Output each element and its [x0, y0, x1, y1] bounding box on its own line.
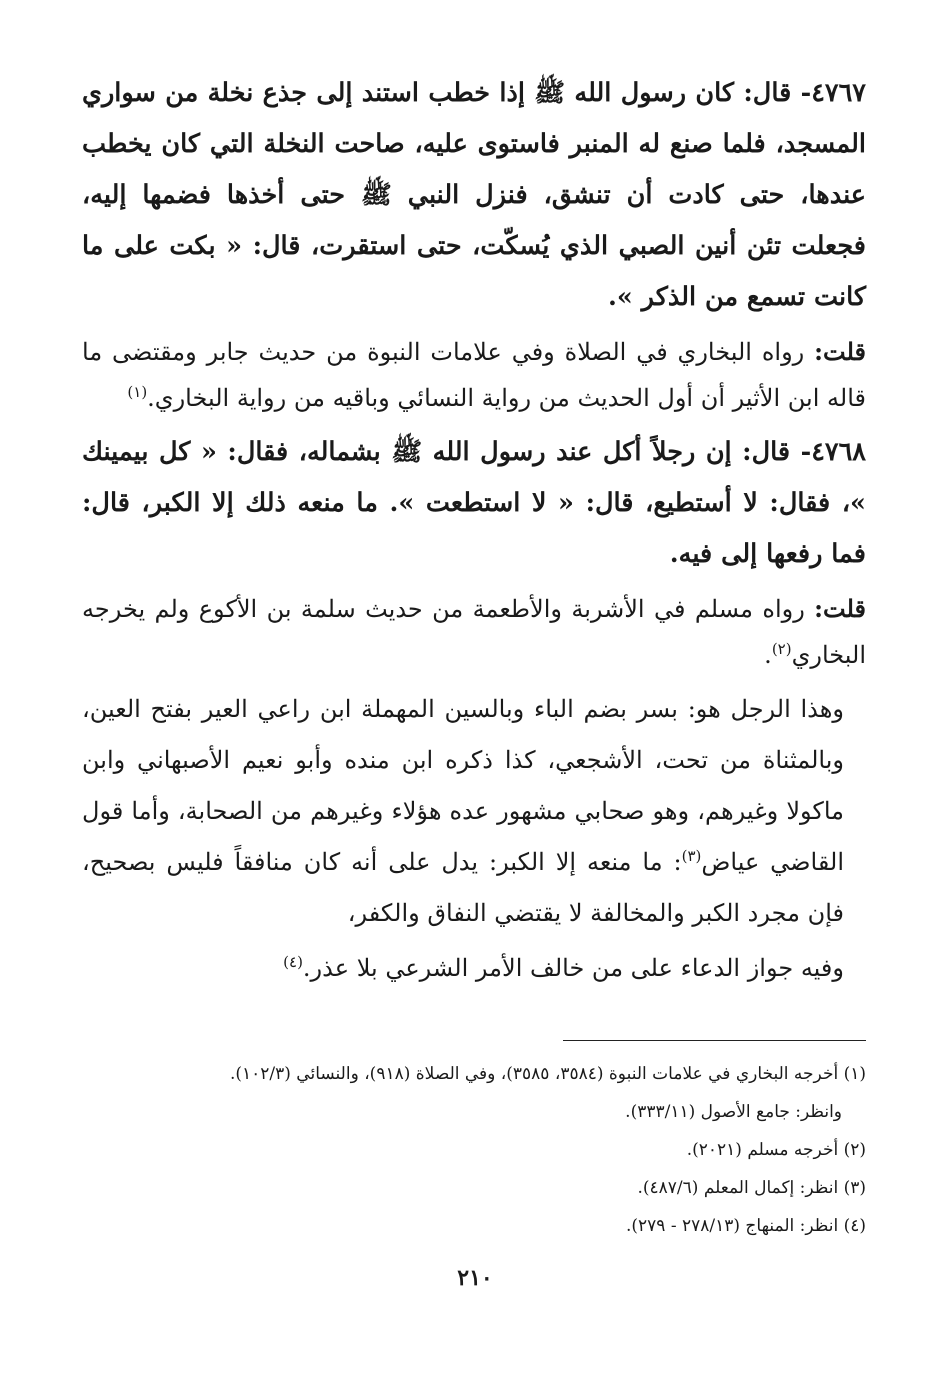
footnote-1-continuation: وانظر: جامع الأصول (٣٣٣/١١). — [625, 1102, 842, 1122]
footnotes — [82, 1055, 866, 1245]
hadith-number: ٤٧٦٧ — [811, 78, 866, 108]
footnote-3: (٣) انظر: إكمال المعلم (٤٨٧/٦). — [637, 1178, 866, 1198]
note-lead: قلت: — [814, 594, 866, 623]
footnote-marker[interactable]: (٣) — [681, 847, 702, 865]
hadith-text: - قال: كان رسول الله ﷺ إذا خطب استند إلى جذع نخلة من سواري المسجد، فلما صنع له المنبر فاستوى عليه، صاحت النخلة التي كان يخطب عندها، حتى كادت أن تنشق، فنزل النبي ﷺ حتى أخذها فضمها إليه، فجعلت تئن أنين الصبي الذي يُسكّت، حتى استقرت، قال: « بكت على ما كانت تسمع من الذكر ». — [82, 78, 866, 312]
closing-paragraph — [82, 943, 866, 994]
closing-text: وفيه جواز الدعاء على من خالف الأمر الشرعي بلا عذر. — [302, 954, 844, 982]
hadith-4768 — [82, 427, 866, 580]
takhrij-note — [82, 329, 866, 421]
footnote-4: (٤) انظر: المنهاج (٢٧٨/١٣ - ٢٧٩). — [625, 1216, 866, 1236]
footnote-marker[interactable]: (٢) — [771, 640, 792, 658]
note-lead: قلت: — [814, 337, 866, 366]
note-end: . — [764, 641, 772, 669]
page-number: ٢١٠ — [457, 1265, 493, 1291]
footnote-marker[interactable]: (١) — [127, 383, 148, 401]
hadith-4767 — [82, 68, 866, 323]
footnote-marker[interactable]: (٤) — [283, 953, 303, 971]
footnote-separator — [563, 1040, 866, 1041]
commentary-part-2: : ما منعه إلا الكبر: يدل على أنه كان منافقاً فليس بصحيح، فإن مجرد الكبر والمخالفة لا يقتضي النفاق والكفر، — [82, 848, 844, 927]
hadith-text: - قال: إن رجلاً أكل عند رسول الله ﷺ بشماله، فقال: « كل بيمينك »، فقال: لا أستطيع، قال: « لا استطعت ». ما منعه ذلك إلا الكبر، قال: فما رفعها إلى فيه. — [82, 437, 866, 569]
footnote-2: (٢) أخرجه مسلم (٢٠٢١). — [686, 1140, 866, 1160]
footnote-1: (١) أخرجه البخاري في علامات النبوة (٣٥٨٤، ٣٥٨٥)، وفي الصلاة (٩١٨)، والنسائي (١٠٢/٣). — [229, 1064, 866, 1084]
commentary-paragraph — [82, 684, 866, 939]
commentary-part-1: وهذا الرجل هو: بسر بضم الباء وبالسين المهملة ابن راعي العير بفتح العين، وبالمثناة من تحت، الأشجعي، كذا ذكره ابن منده وأبو نعيم الأصبهاني وابن ماكولا وغيرهم، وهو صحابي مشهور عده هؤلاء وغيرهم من الصحابة، وأما قول القاضي عياض — [82, 695, 844, 876]
hadith-number: ٤٧٦٨ — [811, 437, 866, 467]
takhrij-note — [82, 586, 866, 678]
note-text: رواه مسلم في الأشربة والأطعمة من حديث سلمة بن الأكوع ولم يخرجه البخاري — [82, 595, 866, 669]
note-text: رواه البخاري في الصلاة وفي علامات النبوة من حديث جابر ومقتضى ما قاله ابن الأثير أن أول الحديث من رواية النسائي وباقيه من رواية البخاري. — [82, 338, 866, 412]
